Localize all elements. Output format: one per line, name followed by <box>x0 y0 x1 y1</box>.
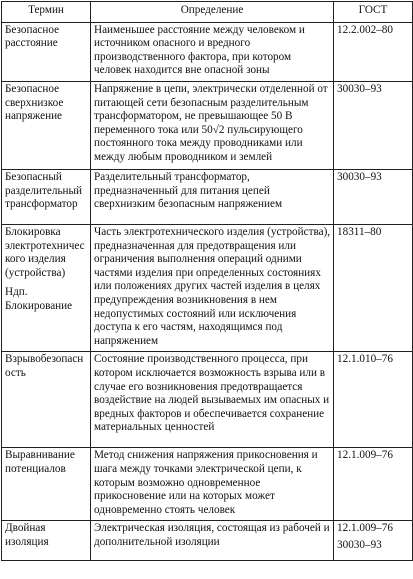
terms-table <box>1 1 413 561</box>
term-cell <box>2 521 91 561</box>
header-definition: Определение <box>91 2 334 23</box>
table-row <box>2 81 413 169</box>
definition-cell: Электрическая изоляция, состоящая из рабочей и дополнительной изоляции <box>91 521 334 561</box>
gost-cell <box>334 22 413 81</box>
table-body <box>2 22 413 561</box>
header-gost: ГОСТ <box>334 2 413 23</box>
gost-number: 30030–93 <box>337 538 382 551</box>
table-row <box>2 352 413 448</box>
term-cell <box>2 448 91 521</box>
term-text: Выравнивание потенциалов <box>5 449 75 475</box>
table-row <box>2 169 413 224</box>
gost-number: 12.1.009–76 <box>337 449 393 462</box>
table-row <box>2 448 413 521</box>
term-text: Безопасное расстояние <box>5 23 60 50</box>
term-cell <box>2 81 91 169</box>
definition-cell: Часть электротехнического изделия (устройства), предназначенная для предотвращения или ограничения выполнения операций одними частями изделия при определенных состояниях или положениях других частей изделия в целях предупреждения возникновения в нем недопустимых состояний или исключения доступа к его частям, находящимся под напряжением <box>91 224 334 351</box>
table-row <box>2 22 413 81</box>
gost-number: 30030–93 <box>337 170 382 183</box>
table-header-row <box>2 2 413 23</box>
table-row <box>2 224 413 351</box>
term-text: Безопасное сверхнизкое напряжение <box>5 82 64 123</box>
term-text: Блокировка электротехнического изделия (устройства) <box>5 225 85 279</box>
term-cell <box>2 224 91 351</box>
gost-cell <box>334 448 413 521</box>
definition-cell: Метод снижения напряжения прикосновения и шага между точками электрической цепи, к которым возможно одновременное прикосновение или на которых может одновременно стоять человек <box>91 448 334 521</box>
term-text: Взрывобезопасность <box>5 353 84 379</box>
term-cell <box>2 22 91 81</box>
definition-cell: Состояние производственного процесса, при котором исключается возможность взрыва или в случае его возникновения предотвращается воздействие на людей вызываемых им опасных и вредных факторов и обеспечивается сохранение материальных ценностей <box>91 352 334 448</box>
gost-number: 30030–93 <box>337 82 382 95</box>
term-text: Безопасный разделительный трансформатор <box>5 170 83 211</box>
gost-number: 12.2.002–80 <box>337 23 393 36</box>
term-cell <box>2 352 91 448</box>
term-alt-text: Ндп. Блокирование <box>5 286 73 312</box>
gost-cell <box>334 521 413 561</box>
term-cell <box>2 169 91 224</box>
gost-cell <box>334 169 413 224</box>
definition-cell: Наименьшее расстояние между человеком и источником опасного и вредного производственного фактора, при котором человек находится вне опасной зоны <box>91 22 334 81</box>
gost-cell <box>334 224 413 351</box>
gost-number: 12.1.010–76 <box>337 353 393 366</box>
definition-cell: Напряжение в цепи, электрически отделенной от питающей сети безопасным разделительным трансформатором, не превышающее 50 В переменного тока или 50√2 пульсирующего постоянного тока между проводниками или между любым проводником и землей <box>91 81 334 169</box>
header-term: Термин <box>2 2 91 23</box>
gost-number: 12.1.009–76 <box>337 522 393 535</box>
term-text: Двойная изоляция <box>5 522 49 548</box>
gost-cell <box>334 81 413 169</box>
gost-number: 18311–80 <box>337 225 382 238</box>
definition-cell: Разделительный трансформатор, предназначенный для питания цепей сверхнизким безопасным напряжением <box>91 169 334 224</box>
gost-cell <box>334 352 413 448</box>
table-row <box>2 521 413 561</box>
